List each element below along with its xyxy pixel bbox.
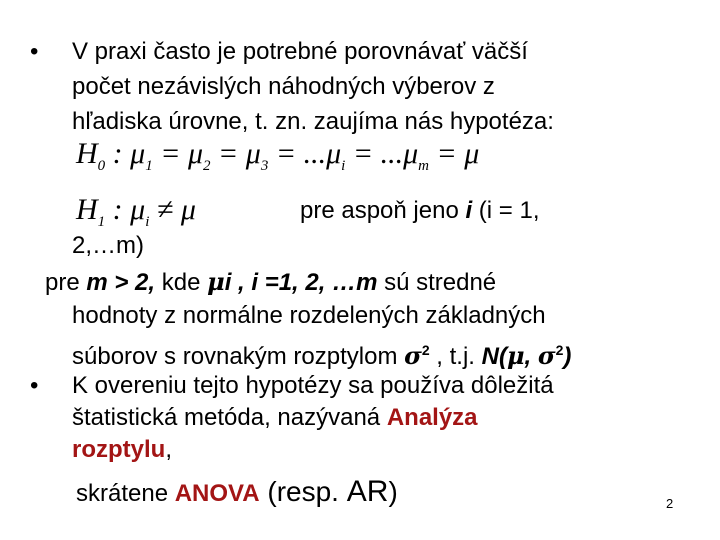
para2-line1: K overeniu tejto hypotézy sa používa dôležitá (72, 372, 554, 399)
aspon-jeno-line2: 2,…m) (72, 232, 144, 259)
hypothesis-h0: $H_0$ : $\mu_1 = \mu_2 = \mu_3 = ...\mu_i = ...\mu_m = \mu$ (76, 137, 480, 174)
para1-line2: počet nezávislých náhodných výberov z (72, 73, 495, 100)
bullet-2: • (30, 372, 39, 399)
para2-line2: štatistická metóda, nazývaná Analýza (72, 404, 478, 431)
skratene-line: skrátene ANOVA (resp. AR) (76, 475, 398, 508)
bullet-1: • (30, 38, 39, 65)
pre-line3: súborov s rovnakým rozptylom $\sigma^2$ , t.j. N(μ, $\sigma^2$) (72, 341, 572, 370)
pre-line1: pre m > 2, kde μi , i =1, 2, …m sú stredné (45, 267, 497, 296)
hypothesis-h1: $H_1$ : $\mu_i \ne \mu$ (76, 193, 196, 230)
page-number: 2 (666, 496, 674, 511)
para1-line3: hľadiska úrovne, t. zn. zaujíma nás hypotéza: (72, 108, 554, 135)
aspon-jeno-text: pre aspoň jeno i (i = 1, (300, 197, 540, 224)
para2-line3: rozptylu, (72, 436, 172, 463)
para1-line1: V praxi často je potrebné porovnávať väčší (72, 38, 528, 65)
pre-line2: hodnoty z normálne rozdelených základných (72, 302, 546, 329)
